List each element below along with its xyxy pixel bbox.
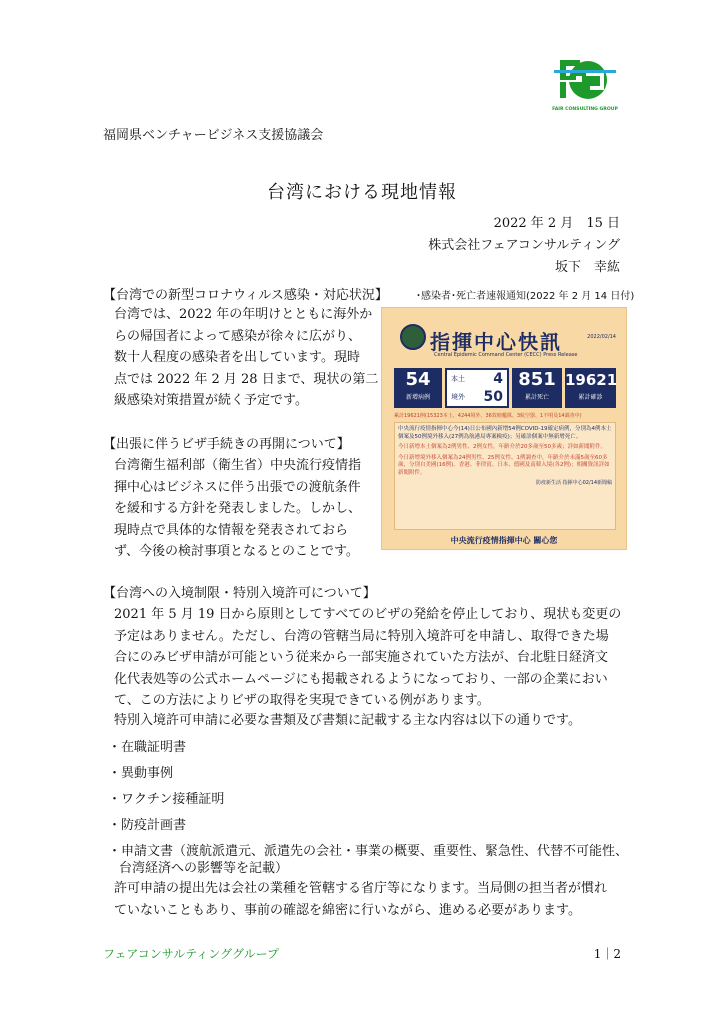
text-line: 数十人程度の感染者を出しています。現時	[114, 350, 360, 365]
text-line: 現時点で具体的な情報を発表されておら	[114, 522, 349, 538]
text-line: らの帰国者によって感染が徐々に広がり、	[114, 328, 362, 344]
deaths-box	[512, 368, 562, 408]
local-imported-box	[445, 368, 509, 408]
press-footer: 中央流行疫情指揮中心 關心您	[450, 536, 558, 545]
total-value: 19621	[565, 371, 618, 389]
bullet-item: ・在職証明書	[108, 740, 187, 755]
imported-label: 境外	[451, 393, 465, 401]
text-line: 級感染対策措置が続く予定です。	[114, 393, 308, 408]
text-line: 予定はありません。ただし、台湾の管轄当局に特別入境許可を申請し、取得できた場	[114, 628, 609, 644]
bullet-item: ・異動事例	[108, 766, 174, 781]
required-documents-intro: 特別入境許可申請に必要な書類及び書類に記載する主な内容は以下の通りです。	[114, 713, 581, 728]
covid-paragraph	[114, 304, 380, 412]
bullet-item: ・防疫計画書	[108, 818, 187, 833]
page-title: 台湾における現地情報	[267, 182, 457, 203]
text-line: 台湾衛生福利部（衛生省）中央流行疫情指	[114, 458, 362, 473]
section-heading-visa: 【出張に伴うビザ手続きの再開について】	[103, 437, 350, 452]
organization-name: 福岡県ベンチャービジネス支援協議会	[103, 128, 324, 143]
text-line: 許可申請の提出先は会社の業種を管轄する省庁等になります。当局側の担当者が慣れ	[114, 881, 607, 896]
press-paragraph: 今日新增本土個案為2例男性、2例女性，年齡介於20多歲至50多歲；詳如新聞附件。	[398, 444, 606, 450]
imported-value: 50	[483, 389, 503, 405]
text-line: て、この方法によりビザの取得を実現できている例があります。	[114, 693, 490, 708]
total-box	[565, 368, 616, 408]
visa-paragraph	[114, 455, 380, 563]
page-number: 1｜2	[593, 947, 621, 961]
cecc-emblem-icon	[400, 324, 426, 350]
total-label: 累計確診	[578, 394, 603, 401]
new-cases-label: 新增病例	[405, 394, 430, 401]
text-line: ず、今後の検討事項となるとのことです。	[114, 544, 359, 559]
press-date: 2022/02/14	[587, 334, 616, 340]
press-note: 防疫新生活 指揮中心02/14新聞稿	[536, 480, 612, 486]
bullet-item: ・ワクチン接種証明	[108, 792, 225, 807]
press-paragraph: 中央流行疫情指揮中心今(14)日公布國內新增54例COVID-19確定病例，分別為4例本土個案及50例境外移入(27例為航港局專案檢疫)；另確診個案中無新增死亡。	[398, 426, 612, 440]
local-value: 4	[493, 371, 503, 387]
deaths-label: 累計死亡	[524, 394, 549, 401]
text-line: 点では 2022 年 2 月 28 日まで、現状の第二	[114, 371, 379, 387]
press-header	[394, 320, 616, 362]
company-logo	[552, 56, 618, 114]
document-date: 2022 年 2 月 15 日	[493, 216, 620, 231]
text-line: 化代表処等の公式ホームページにも掲載されるようになっており、一部の企業におい	[114, 671, 608, 687]
press-caption: ･感染者･死亡者速報通知(2022 年 2 月 14 日付)	[416, 291, 635, 302]
text-line: 2021 年 5 月 19 日から原則としてすべてのビザの発給を停止しており、現状も変更の	[114, 607, 622, 622]
text-line: 台湾では、2022 年の年明けとともに海外か	[114, 307, 373, 322]
new-cases-box	[394, 368, 442, 408]
logo-text: FAIR CONSULTING GROUP	[552, 107, 618, 112]
new-cases-value: 54	[405, 369, 431, 390]
entry-paragraph	[114, 604, 634, 712]
bullet-item: ・申請文書（渡航派遣元、派遣先の会社・事業の概要、重要性、緊急性、代替不可能性、	[108, 844, 629, 859]
press-subtitle: Central Epidemic Command Center (CECC) Press Release	[434, 352, 578, 358]
press-title: 指揮中心快訊	[430, 330, 562, 354]
bullet-continuation: 台湾経済への影響等を記載）	[119, 861, 289, 876]
closing-paragraph	[114, 878, 634, 921]
footer-company: フェアコンサルティンググループ	[103, 947, 280, 961]
press-stats-row	[394, 368, 616, 408]
text-line: を緩和する方針を発表しました。しかし、	[114, 501, 362, 516]
company-name: 株式会社フェアコンサルティング	[428, 238, 620, 253]
text-line: 揮中心はビジネスに伴う出張での渡航条件	[114, 479, 361, 495]
section-heading-entry: 【台湾への入境制限・特別入境許可について】	[103, 586, 376, 601]
press-release-image	[381, 307, 627, 550]
text-line: 合にのみビザ申請が可能という従来から一部実施されていた方法が、台北駐日経済文	[114, 650, 609, 665]
section-heading-covid: 【台湾での新型コロナウィルス感染・対応状況】	[103, 288, 388, 303]
press-body-panel	[394, 422, 616, 530]
press-stat-line: 累計19621例(15323本土、4244境外、36敦睦艦隊、3航空器、1不明及14調查中)	[394, 413, 582, 419]
local-label: 本土	[451, 375, 465, 383]
press-paragraph: 今日新增境外移入個案為24例男性、25例女性、1例調查中，年齡介於未滿5歲至60多歲，分別自美國(16例)、香港、菲律賓、日本、德國及南韓入境(各2例)；相關資訊詳如新聞附件。	[398, 454, 610, 476]
deaths-value: 851	[518, 369, 556, 390]
text-line: ていないこともあり、事前の確認を綿密に行いながら、進める必要があります。	[114, 902, 581, 918]
author-name: 坂下 幸紘	[554, 260, 620, 275]
